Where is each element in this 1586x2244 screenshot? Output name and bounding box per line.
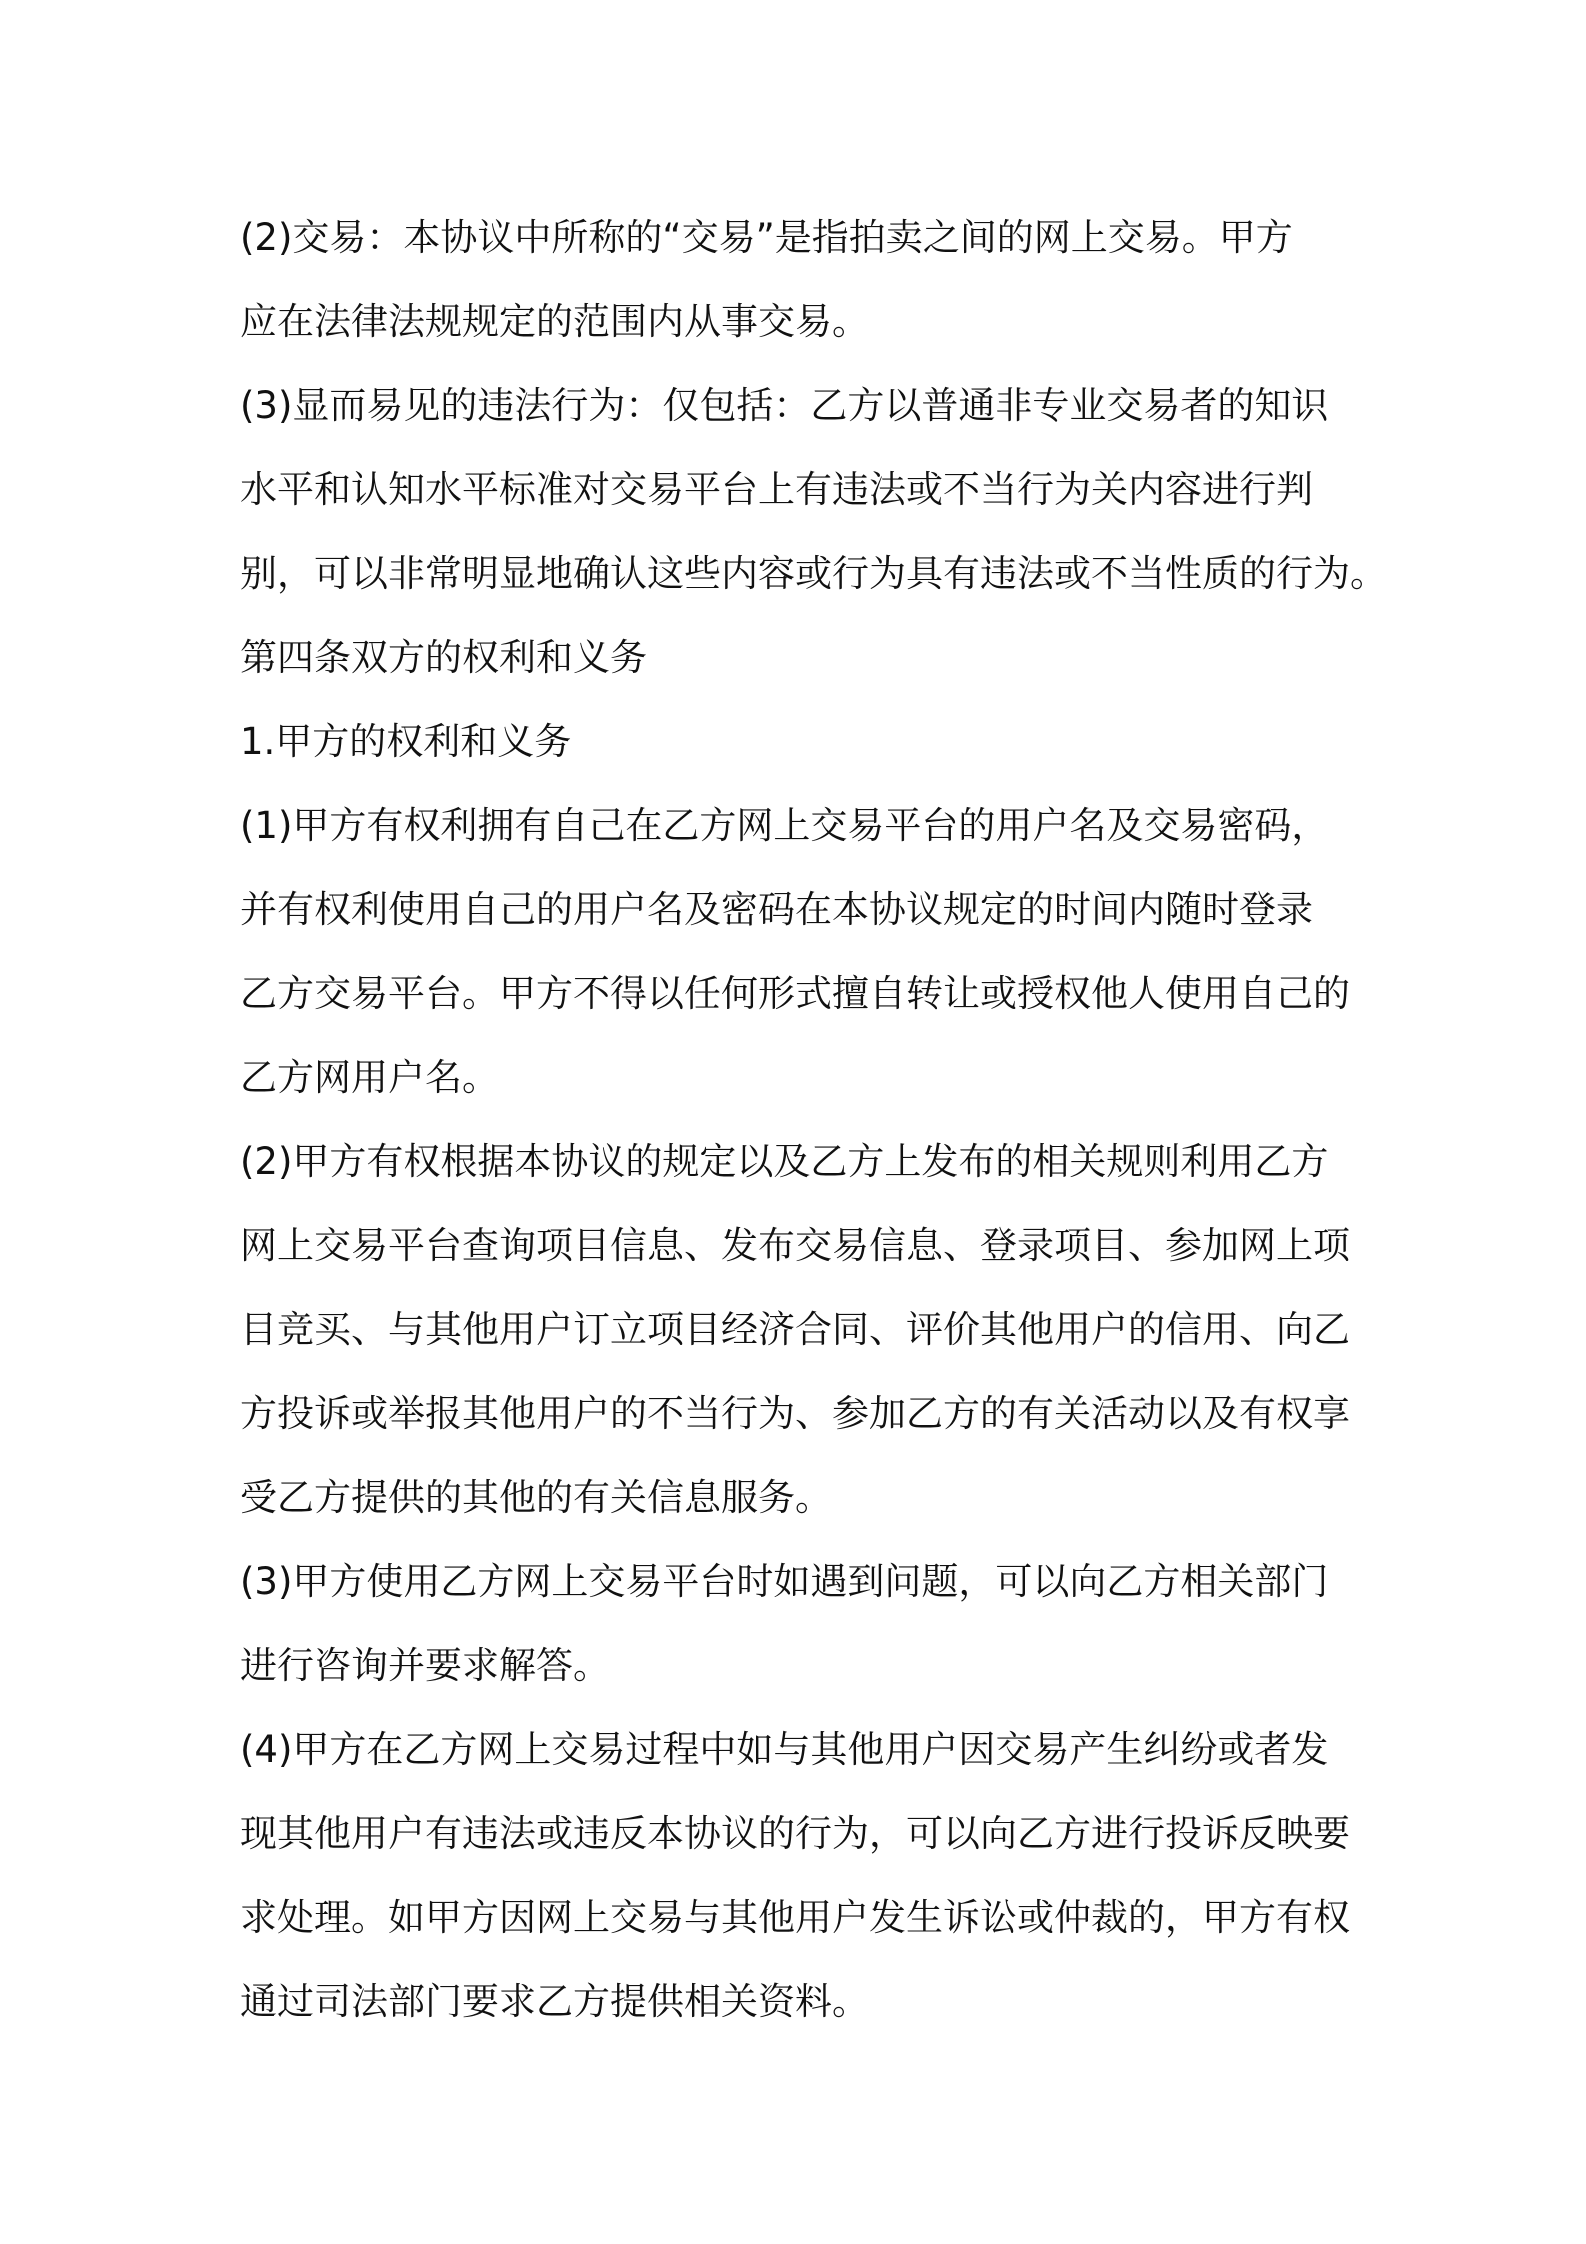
text-line: (4)甲方在乙方网上交易过程中如与其他用户因交易产生纠纷或者发 <box>240 1728 1329 1771</box>
text-line: 乙方网用户名。 <box>240 1056 499 1099</box>
text-line: (2)交易：本协议中所称的“交易”是指拍卖之间的网上交易。甲方 <box>240 216 1293 259</box>
text-line: 受乙方提供的其他的有关信息服务。 <box>240 1476 832 1519</box>
text-line: 现其他用户有违法或违反本协议的行为，可以向乙方进行投诉反映要 <box>240 1812 1350 1855</box>
text-line: 应在法律法规规定的范围内从事交易。 <box>240 300 869 343</box>
text-line: 目竞买、与其他用户订立项目经济合同、评价其他用户的信用、向乙 <box>240 1308 1350 1351</box>
text-line: 网上交易平台查询项目信息、发布交易信息、登录项目、参加网上项 <box>240 1224 1350 1267</box>
text-line: 水平和认知水平标准对交易平台上有违法或不当行为关内容进行判 <box>240 468 1313 511</box>
text-line: (3)甲方使用乙方网上交易平台时如遇到问题，可以向乙方相关部门 <box>240 1560 1329 1603</box>
text-line: 方投诉或举报其他用户的不当行为、参加乙方的有关活动以及有权享 <box>240 1392 1350 1435</box>
section-heading: 第四条双方的权利和义务 <box>240 636 647 679</box>
text-line: (1)甲方有权利拥有自己在乙方网上交易平台的用户名及交易密码， <box>240 804 1329 847</box>
text-line: 别，可以非常明显地确认这些内容或行为具有违法或不当性质的行为。 <box>240 552 1387 595</box>
text-line: 并有权利使用自己的用户名及密码在本协议规定的时间内随时登录 <box>240 888 1313 931</box>
text-line: 乙方交易平台。甲方不得以任何形式擅自转让或授权他人使用自己的 <box>240 972 1350 1015</box>
text-line: (3)显而易见的违法行为：仅包括：乙方以普通非专业交易者的知识 <box>240 384 1329 427</box>
text-line: 通过司法部门要求乙方提供相关资料。 <box>240 1980 869 2023</box>
text-line: 求处理。如甲方因网上交易与其他用户发生诉讼或仲裁的，甲方有权 <box>240 1896 1350 1939</box>
text-line: 进行咨询并要求解答。 <box>240 1644 610 1687</box>
text-line: (2)甲方有权根据本协议的规定以及乙方上发布的相关规则利用乙方 <box>240 1140 1329 1183</box>
subsection-heading: 1.甲方的权利和义务 <box>240 720 572 763</box>
document-body <box>240 196 1387 2044</box>
